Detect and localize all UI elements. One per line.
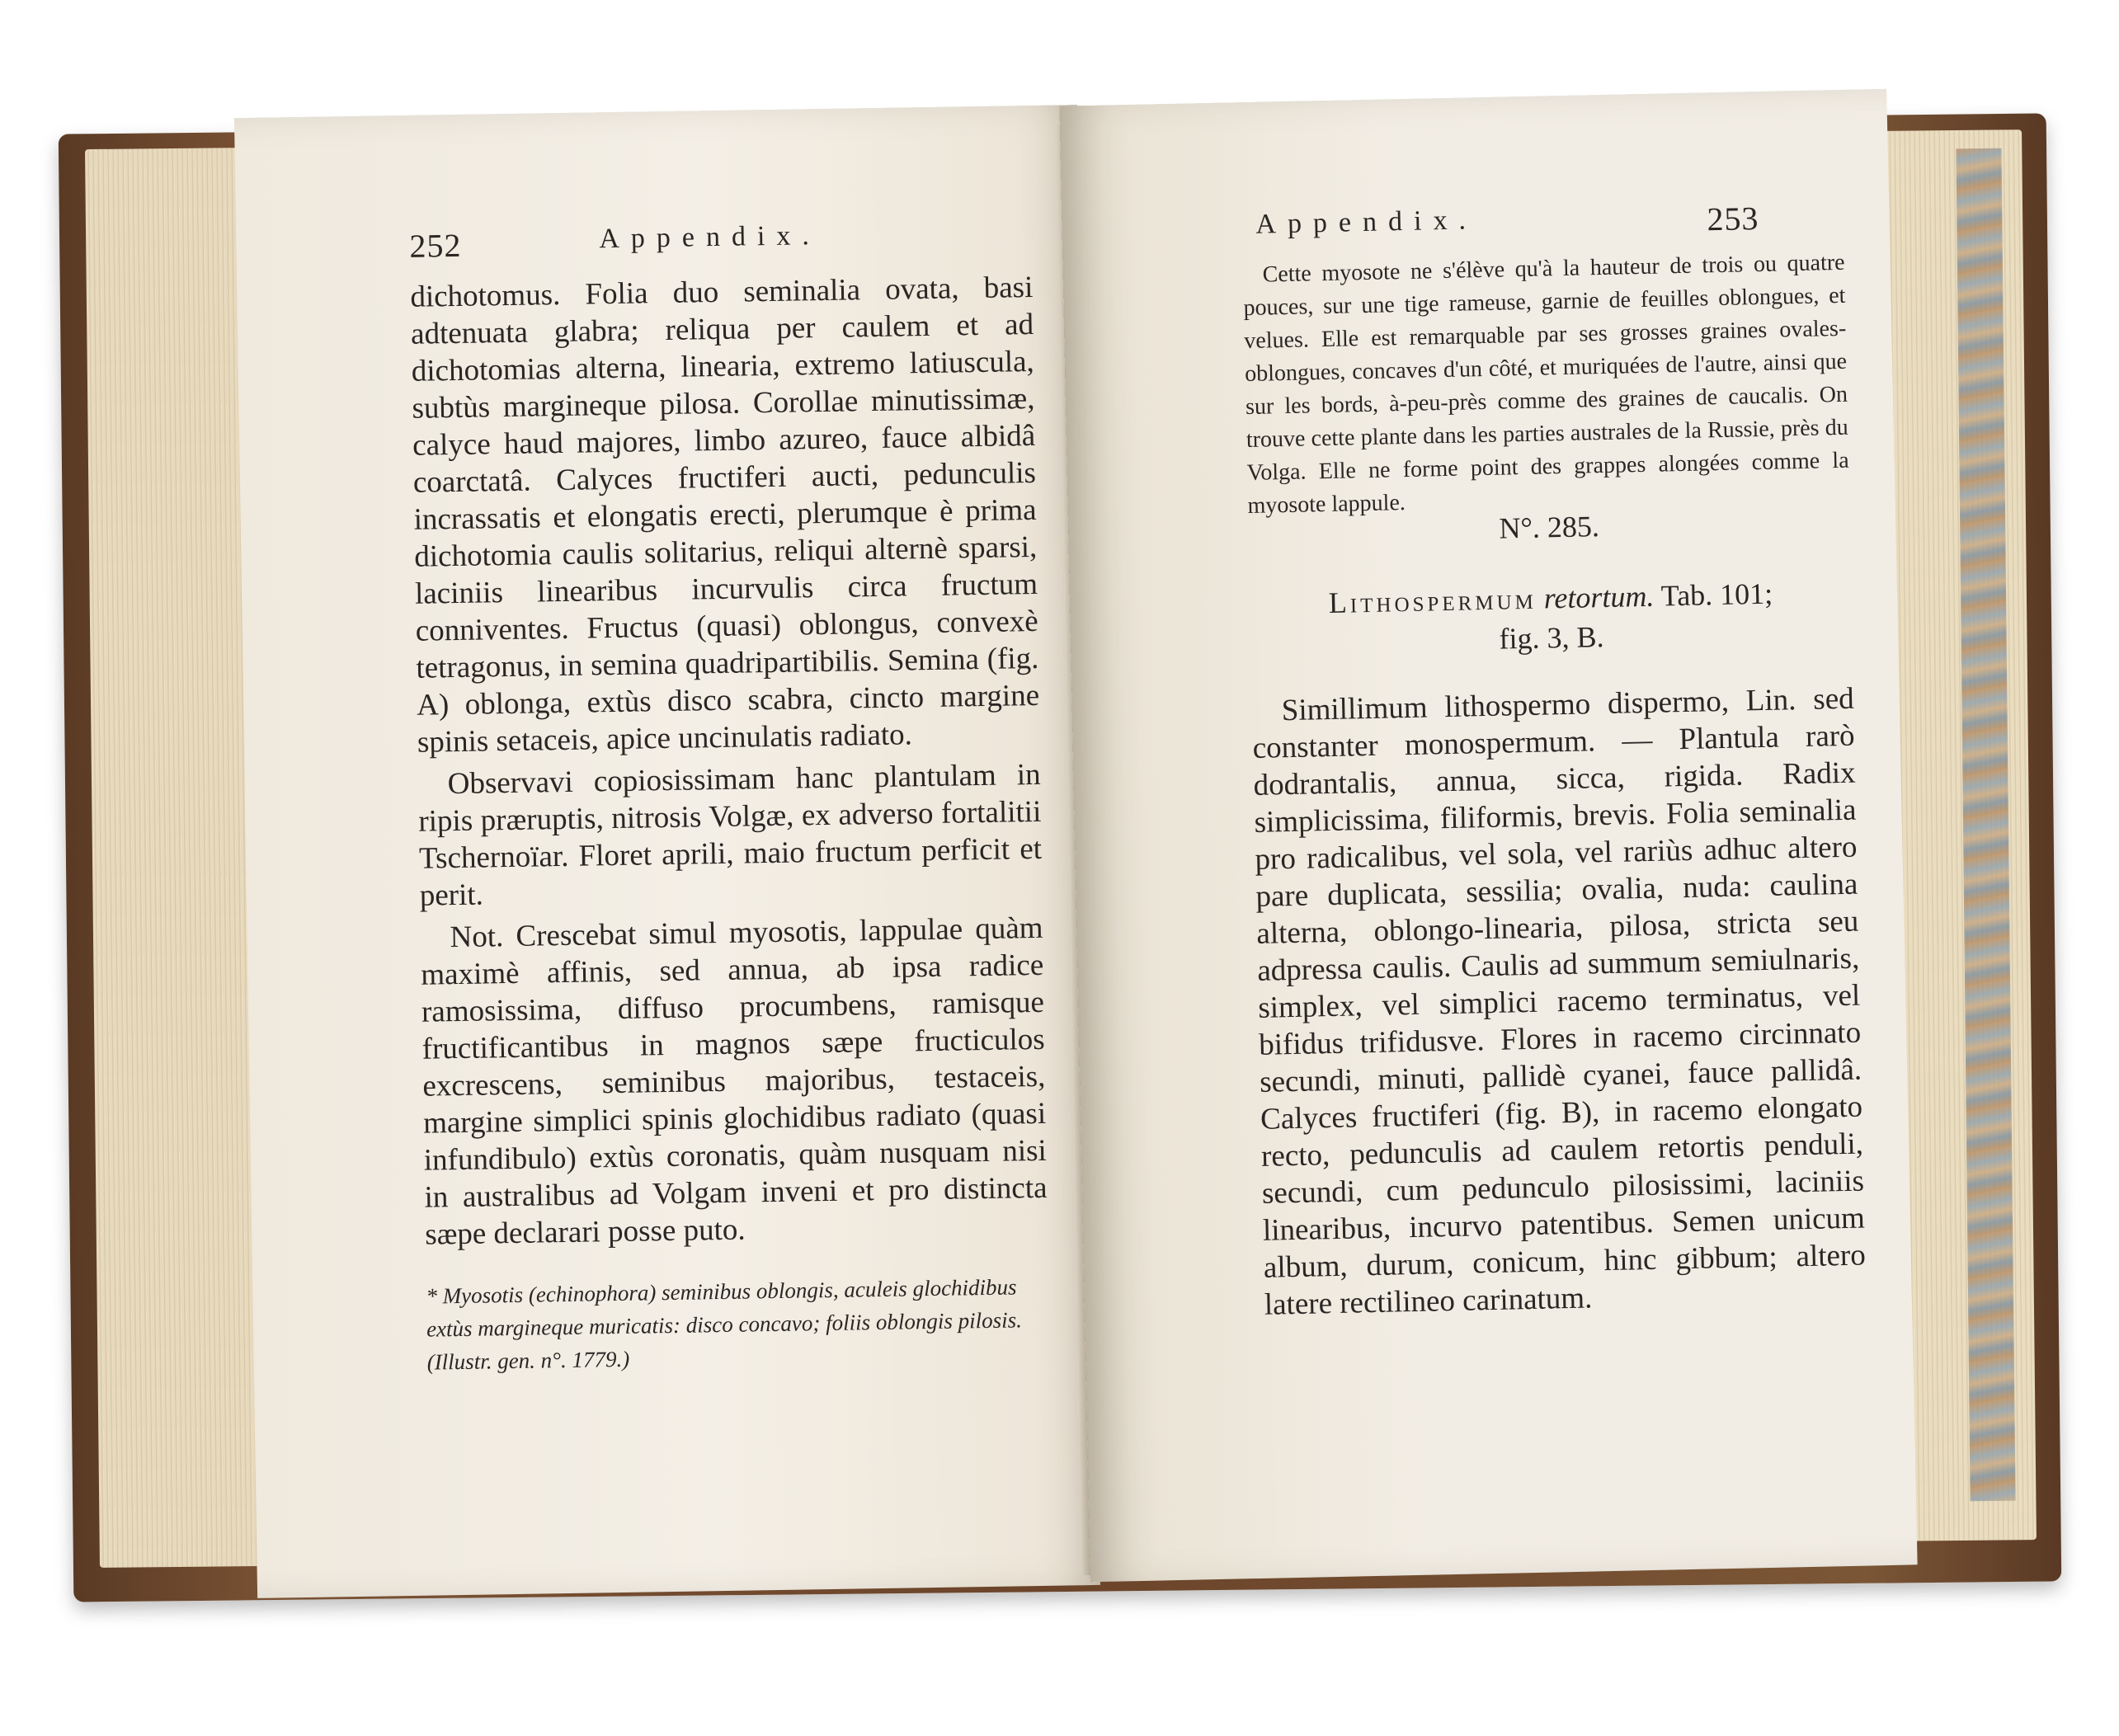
paragraph: Observavi copiosissimam hanc plantulam in ripis præruptis, nitrosis Volgæ, ex adverso fortalitii Tschernoïar. Floret aprili, maio fructum perficit et perit. [418, 757, 1043, 913]
paragraph: Not. Crescebat simul myosotis, lappulae quàm maximè affinis, sed annua, ab ipsa radice ramosissima, diffuso procumbens, ramisque fructificantibus in magnos sæpe fructiculos excrescens, seminibus majoribus, testaceis, margine simplici spinis glochidibus radiato (quasi infundibulo) extùs coronatis, quàm nusquam nisi in australibus ad Volgam inveni et pro distincta sæpe declarari posse puto. [420, 910, 1048, 1252]
species-plate-ref: Tab. 101; [1660, 576, 1773, 613]
entry-number: N°. 285. [1499, 510, 1600, 545]
french-note [1242, 247, 1850, 523]
paragraph: Cette myosote ne s'élève qu'à la hauteur de trois ou quatre pouces, sur une tige rameuse, garnie de feuilles oblongues, et velues. Elle est remarquable par ses grosses graines ovales-oblongues, concaves d'un côté, et muriquées de l'autre, ainsi que sur les bords, à-peu-près comme des graines de caucalis. On trouve cette plante dans les parties australes de la Russie, près du Volga. Elle ne forme point des grappes alongées comme la myosote lappule. [1243, 249, 1849, 520]
page-number: 253 [1706, 199, 1759, 238]
left-page-header [409, 217, 1012, 267]
species-figure-ref: fig. 3, B. [1499, 620, 1604, 656]
species-epithet: retortum. [1543, 579, 1655, 615]
left-page [234, 105, 1100, 1598]
paragraph: dichotomus. Folia duo seminalia ovata, basi adtenuata glabra; reliqua per caulem et ad dichotomias alterna, linearia, extremo latiuscula, subtùs margineque pilosa. Corollae minutissimæ, calyce haud majores, limbo azureo, fauce albidâ coarctatâ. Calyces fructiferi aucti, pedunculis incrassatis et elongatis erecti, plerumque è prima dichotomia caulis solitarius, reliqui alternè sparsi, laciniis linearibus incurvulis circa fructum conniventes. Fructus (quasi) oblongus, convexè tetragonus, in semina quadripartibilis. Semina (fig. A) oblonga, extùs disco scabra, cincto margine spinis setaceis, apice uncinulatis radiato. [410, 270, 1040, 760]
page-block-left [85, 148, 261, 1568]
footnote: * Myosotis (echinophora) seminibus oblongis, aculeis glochidibus extùs margineque muricatis: disco concavo; foliis oblongis pilosis. (Illustr. gen. n°. 1779.) [426, 1274, 1023, 1375]
species-genus: Lithospermum [1328, 581, 1537, 619]
page-number: 252 [409, 226, 462, 265]
species-heading [1250, 572, 1853, 664]
left-page-body [410, 269, 1048, 1254]
right-page-header [1255, 199, 1759, 251]
paragraph: Simillimum lithospermo dispermo, Lin. sed constanter monospermum. — Plantula rarò dodrantalis, annua, sicca, rigida. Radix simplicissima, filiformis, brevis. Folia seminalia pro radicalibus, vel sola, vel rariùs adhuc altero pare duplicata, sessilia; ovalia, nuda: caulina alterna, oblongo-linearia, pilosa, stricta seu adpressa caulis. Caulis ad summum semiulnaris, simplex, vel simplici racemo terminatus, vel bifidus trifidusve. Flores in racemo circinnato secundi, minuti, pallidè cyanei, fauce pallidâ. Calyces fructiferi (fig. B), in racemo elongato recto, pedunculis ad caulem retortis penduli, secundi, cum pedunculo pilosissimi, laciniis linearibus, incurvo patentibus. Semen unicum album, durum, conicum, hinc gibbum; altero latere rectilineo carinatum. [1252, 681, 1867, 1322]
running-head: Appendix. [1255, 205, 1478, 240]
running-head: Appendix. [599, 219, 822, 255]
right-page [1059, 89, 1917, 1583]
right-page-body [1251, 675, 1867, 1324]
